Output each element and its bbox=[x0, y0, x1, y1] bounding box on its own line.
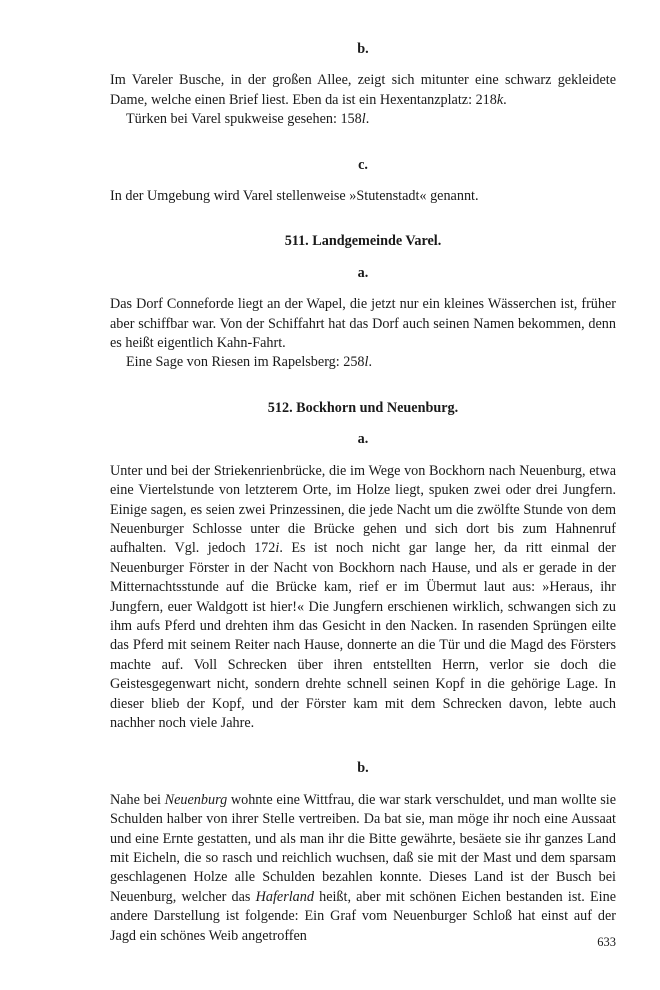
text-span: Türken bei Varel spukweise gesehen: 158 bbox=[126, 111, 362, 128]
subsection-heading-b: b. bbox=[357, 41, 369, 57]
paragraph-striekenrienbruecke bbox=[110, 462, 616, 734]
subsection-heading-a: a. bbox=[357, 431, 369, 448]
place-name: Haferland bbox=[255, 888, 314, 905]
text-span: . bbox=[503, 91, 507, 108]
paragraph-stutenstadt: In der Umgebung wird Varel stellenweise »Stutenstadt« genannt. bbox=[110, 188, 479, 205]
reference-letter: i bbox=[275, 540, 280, 557]
reference-letter: k bbox=[496, 91, 504, 108]
paragraph-vareler-busch bbox=[110, 71, 616, 110]
text-span: wohnte eine Wittfrau, die war stark verschuldet, und man wollte sie Schulden halber von ihrer Stelle vertreiben. Da bat sie, man möge ihr noch eine Aussaat und eine Ernte gestatten, und als man ihr die Bitte gewährte, besäete sie ihr ganzes Land mit Eicheln, die so rasch und reichlich wuchsen, daß sie mit der Mast und dem sparsam geschlagenen Holze alle Schulden bezahlen konnte. Dieses Land ist der Busch bei Neuenburg, welcher das bbox=[110, 791, 616, 905]
page-body bbox=[110, 40, 616, 946]
reference-letter: l bbox=[364, 354, 369, 371]
text-span: Nahe bei bbox=[110, 791, 165, 808]
text-span: . bbox=[368, 354, 373, 371]
section-title-512: 512. Bockhorn und Neuenburg. bbox=[267, 399, 459, 416]
place-name: Neuenburg bbox=[164, 791, 228, 808]
text-span: Eine Sage von Riesen im Rapelsberg: 258 bbox=[126, 354, 365, 371]
text-span: . bbox=[365, 111, 370, 128]
subsection-heading-b: b. bbox=[357, 760, 369, 777]
subsection-heading-c: c. bbox=[358, 156, 368, 173]
paragraph-riesen bbox=[110, 353, 616, 372]
text-span: . Es ist noch nicht gar lange her, da ritt einmal der Neuenburger Förster in der Nacht von Bockhorn nach Hause, und als er gerade in der Mitternachtsstunde auf die Brücke kam, rief er im Übermut laut aus: »Heraus, ihr Jungfern, euer Waldgott ist hier!« Die Jungfern erschienen wirklich, schwangen sich zu ihm aufs Pferd und drehten ihm das Gesicht in den Nacken. In rasenden Sprüngen eilte das Pferd mit seinem Reiter nach Hause, donnerte an die Tür und die Magd des Försters machte auf. Voll Schrecken über ihren entstellten Herrn, verlor sie doch die Geistesgegenwart nicht, sondern drehte schnell seinen Kopf in die gehörige Lage. In dieser blieb der Kopf, und der Förster kam mit dem Schrecken davon, lebte auch nachher noch viele Jahre. bbox=[110, 540, 617, 731]
paragraph-tuerken bbox=[110, 110, 616, 129]
text-span: Im Vareler Busche, in der großen Allee, zeigt sich mitunter eine schwarz gekleidete Dame, welche einen Brief liest. Eben da ist ein Hexentanzplatz: 218 bbox=[110, 72, 616, 108]
page-number: 633 bbox=[597, 935, 616, 949]
paragraph-haferland bbox=[110, 791, 616, 946]
reference-letter: l bbox=[361, 111, 366, 128]
subsection-heading-a: a. bbox=[357, 264, 369, 281]
paragraph-conneforde: Das Dorf Conneforde liegt an der Wapel, die jetzt nur ein kleines Wässerchen ist, früher aber schiffbar war. Von der Schiffahrt hat das Dorf auch seinen Namen bekommen, denn es heißt eigentlich Kahn-Fahrt. bbox=[110, 296, 616, 352]
text-span: Unter und bei der Striekenrienbrücke, die im Wege von Bockhorn nach Neuenburg, etwa eine Viertelstunde von letzterem Orte, im Holze liegt, spuken zwei oder drei Jungfern. Einige sagen, es seien zwei Prinzessinen, die jede Nacht um die zwölfte Stunde von dem Neuenburger Schlosse unter die Brücke gehen und sich dort bis zum Hahnenruf aufhalten. Vgl. jedoch 172 bbox=[110, 462, 616, 557]
text-span: heißt, aber mit schönen Eichen bestanden ist. Eine andere Darstellung ist folgende: Ein Graf vom Neuenburger Schloß hat einst auf der Jagd ein schönes Weib angetroffen bbox=[110, 888, 616, 944]
section-title-511: 511. Landgemeinde Varel. bbox=[284, 233, 442, 250]
